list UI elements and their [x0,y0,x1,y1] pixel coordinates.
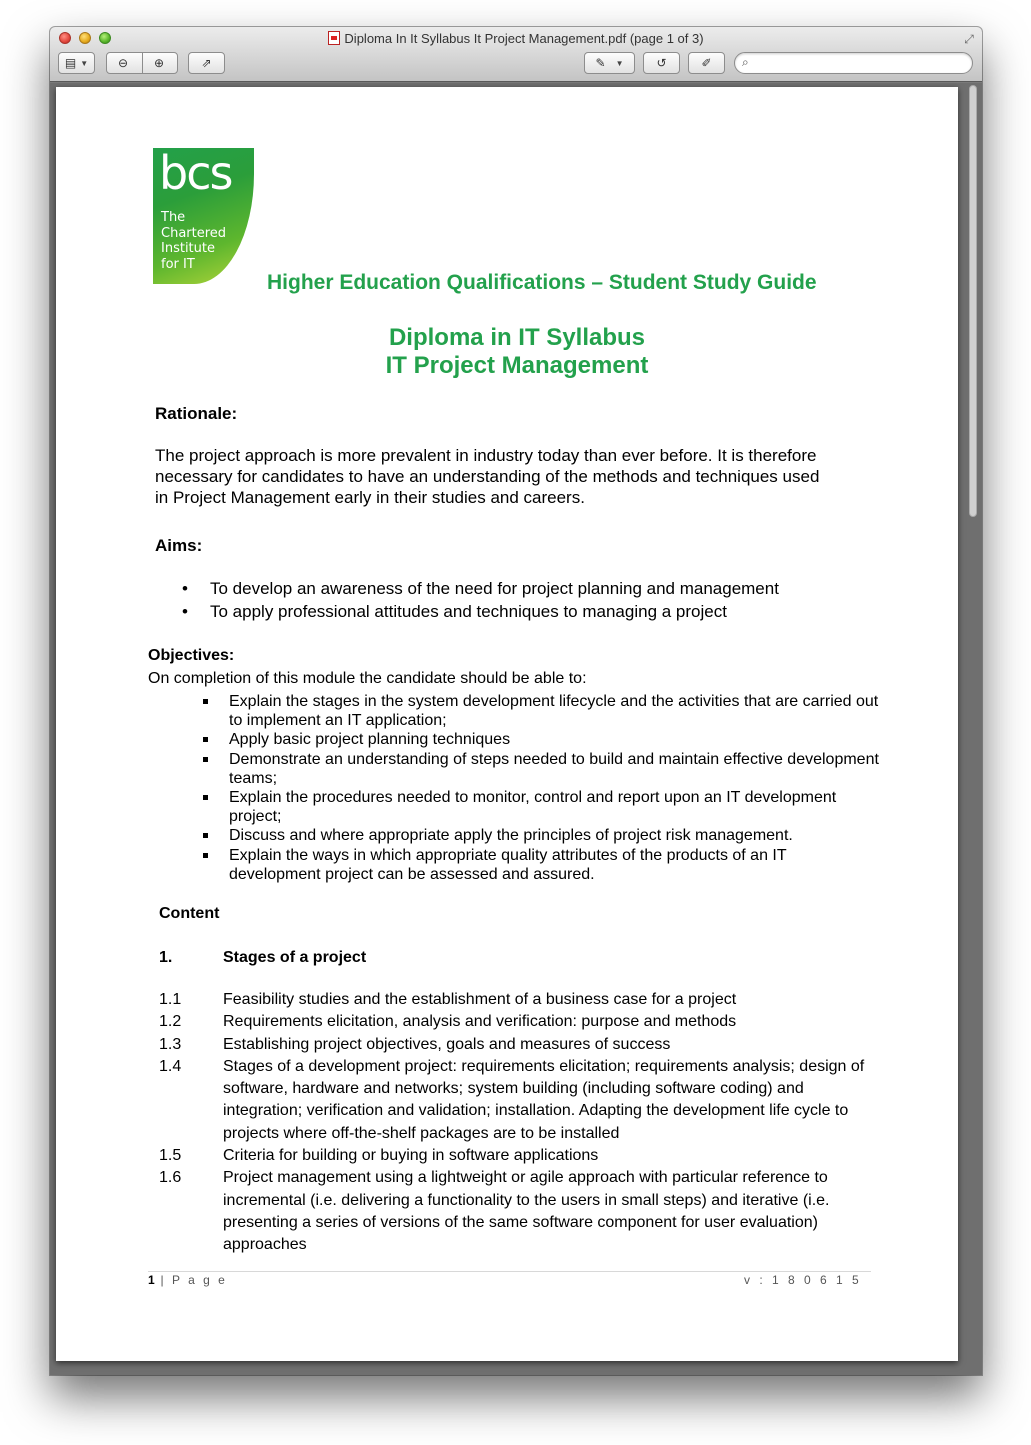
list-item: Demonstrate an understanding of steps needed to build and maintain effective development teams; [202,750,882,788]
item-text: Project management using a lightweight or agile approach with particular reference to incremental (i.e. delivering a functionality to the users in small steps) and iterative (i.e. presenting a series of versions of the same software component for user evaluation) approaches [223,1169,830,1254]
objectives-list [202,692,882,884]
share-button[interactable] [188,52,225,74]
item-text: Stages of a development project: requirements elicitation; requirements analysis; design of software, hardware and networks; system building (including software coding) and integration; verification and validation; installation. Adapting the development life cycle to projects where off-the-shelf packages are to be installed [223,1057,865,1142]
module-title: IT Project Management [385,352,649,379]
logo-tagline: The Chartered Institute for IT [161,210,227,272]
preview-window [50,27,982,1375]
window-title-text: Diploma In It Syllabus It Project Management.pdf (page 1 of 3) [344,31,704,46]
item-number: 1.1 [159,991,182,1008]
list-item: Apply basic project planning techniques [202,730,882,749]
chevron-down-icon: ▼ [80,58,89,68]
window-title [50,31,982,47]
item-number: 1.6 [159,1169,182,1187]
item-text: Establishing project objectives, goals and measures of success [223,1035,671,1053]
chevron-down-icon: ▼ [615,58,624,68]
syllabus-title: Diploma in IT Syllabus [388,324,646,351]
rationale-text: The project approach is more prevalent in industry today than ever before. It is therefore necessary for candidates to have an understanding of the methods and techniques used in Project Management early in their studies and careers. [155,446,820,507]
objectives-heading: Objectives: [148,647,235,664]
item-number: 1.4 [159,1057,182,1075]
section-title: Stages of a project [223,949,367,966]
list-item: Explain the procedures needed to monitor, control and report upon an IT development project; [202,788,882,826]
content-item [159,1034,879,1056]
content-item [159,1011,879,1033]
rationale-heading: Rationale: [155,404,238,423]
item-number: 1.2 [159,1013,182,1031]
section-number: 1. [159,949,173,966]
document-area[interactable] [50,83,982,1375]
list-item: Discuss and where appropriate apply the principles of project risk management. [202,826,882,845]
sidebar-view-button[interactable] [58,52,95,74]
zoom-segmented-control [106,52,178,74]
aims-list [182,577,779,623]
zoom-in-icon[interactable]: ⊕ [154,56,165,70]
list-item: Explain the ways in which appropriate quality attributes of the products of an IT development project can be assessed and assured. [202,846,882,884]
content-item [159,1056,879,1145]
segment-divider [142,53,143,73]
pdf-page [56,87,958,1361]
scrollbar-thumb[interactable] [969,85,977,517]
footer-divider [148,1271,871,1272]
item-text: Requirements elicitation, analysis and verification: purpose and methods [223,1013,737,1031]
pen-icon: ✎ [595,56,606,70]
logo-wordmark: bcs [159,148,232,200]
sidebar-icon: ▤ [64,56,77,70]
vertical-scrollbar[interactable] [967,85,979,1373]
item-number: 1.5 [159,1147,182,1165]
content-item [159,1145,879,1167]
content-item [159,1167,879,1256]
bcs-logo [153,148,254,284]
list-item: Explain the stages in the system development lifecycle and the activities that are carried out to implement an IT application; [202,692,882,730]
content-items [159,989,879,1257]
footer-page-number: 1 [148,1273,155,1287]
annotate-button[interactable] [584,52,635,74]
search-icon: ⌕ [742,55,749,69]
rotate-button[interactable] [643,52,680,74]
list-item: • To apply professional attitudes and techniques to managing a project [182,600,779,623]
search-input[interactable] [734,52,973,74]
item-text: Criteria for building or buying in software applications [223,1147,599,1165]
objectives-intro: On completion of this module the candidate should be able to: [148,670,587,687]
edit-toolbar-button[interactable] [688,52,725,74]
content-item [159,989,879,1011]
study-guide-heading: Higher Education Qualifications – Student Study Guide [267,271,817,294]
aims-heading: Aims: [155,536,203,555]
title-bar [50,27,982,82]
footer-version: v : 1 8 0 6 1 5 [744,1273,862,1287]
item-text: Feasibility studies and the establishment of a business case for a project [223,991,737,1008]
list-item: • To develop an awareness of the need for project planning and management [182,577,779,600]
edit-icon: ✐ [701,56,712,70]
rotate-icon: ↺ [656,56,667,70]
item-number: 1.3 [159,1035,182,1053]
page-footer [148,1273,227,1287]
fullscreen-icon[interactable]: ⤢ [964,32,974,46]
footer-page-label: | P a g e [160,1273,228,1287]
content-heading: Content [159,905,220,922]
pdf-file-icon [328,31,340,45]
zoom-out-icon[interactable]: ⊖ [118,56,129,70]
share-icon: ⇗ [201,56,212,70]
